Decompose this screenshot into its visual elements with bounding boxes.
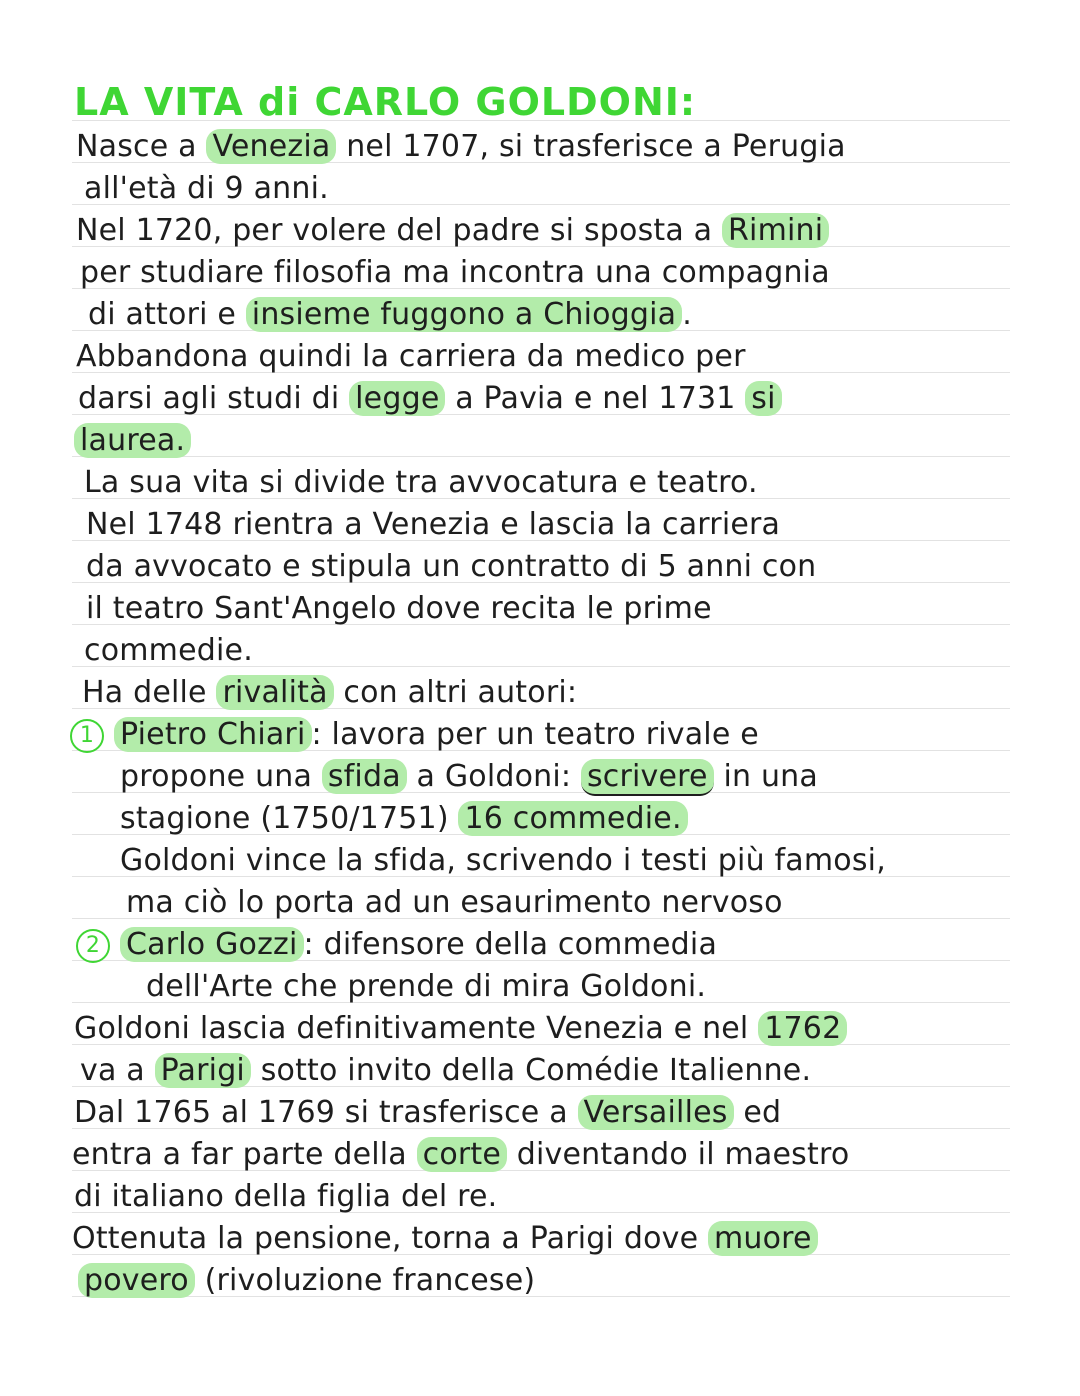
list-number-2: 2 — [76, 929, 110, 963]
note-line: Nel 1720, per volere del padre si sposta a Rimini — [76, 212, 829, 250]
note-line: 2 Carlo Gozzi : difensore della commedia — [76, 926, 717, 964]
note-line: povero (rivoluzione francese) — [78, 1262, 535, 1300]
note-line: da avvocato e stipula un contratto di 5 anni con — [86, 549, 817, 584]
note-line: La sua vita si divide tra avvocatura e teatro. — [84, 465, 758, 500]
note-line: all'età di 9 anni. — [84, 171, 329, 206]
note-line: 1 Pietro Chiari : lavora per un teatro rivale e — [70, 716, 759, 754]
page-title: LA VITA di CARLO GOLDONI: — [74, 80, 697, 124]
note-line: propone una sfida a Goldoni: scrivere in una — [120, 759, 818, 794]
note-line: entra a far parte della corte diventando il maestro — [72, 1137, 850, 1172]
ruled-line — [72, 456, 1010, 457]
note-line: Abbandona quindi la carriera da medico per — [76, 339, 746, 374]
note-line: commedie. — [84, 633, 253, 668]
note-line: Goldoni vince la sfida, scrivendo i testi più famosi, — [120, 843, 886, 878]
note-line: il teatro Sant'Angelo dove recita le prime — [86, 591, 712, 626]
note-line: Nel 1748 rientra a Venezia e lascia la carriera — [86, 507, 781, 542]
list-number-1: 1 — [70, 719, 104, 753]
note-line: Ottenuta la pensione, torna a Parigi dove muore — [72, 1220, 818, 1258]
note-line: Dal 1765 al 1769 si trasferisce a Versailles ed — [74, 1095, 782, 1130]
note-line: ma ciò lo porta ad un esaurimento nervoso — [126, 885, 783, 920]
note-line: darsi agli studi di legge a Pavia e nel 1731 si — [78, 380, 782, 418]
note-line: di attori e insieme fuggono a Chioggia . — [88, 297, 693, 332]
note-line: laurea. — [74, 422, 191, 460]
note-line: stagione (1750/1751) 16 commedie. — [120, 800, 688, 838]
note-line: dell'Arte che prende di mira Goldoni. — [146, 969, 707, 1004]
note-line: Ha delle rivalità con altri autori: — [82, 675, 578, 710]
note-line: Goldoni lascia definitivamente Venezia e nel 1762 — [74, 1010, 847, 1048]
note-line: di italiano della figlia del re. — [74, 1179, 498, 1214]
note-line: per studiare filosofia ma incontra una compagnia — [80, 255, 830, 290]
note-line: va a Parigi sotto invito della Comédie Italienne. — [80, 1053, 812, 1088]
note-line: Nasce a Venezia nel 1707, si trasferisce a Perugia — [76, 129, 846, 164]
